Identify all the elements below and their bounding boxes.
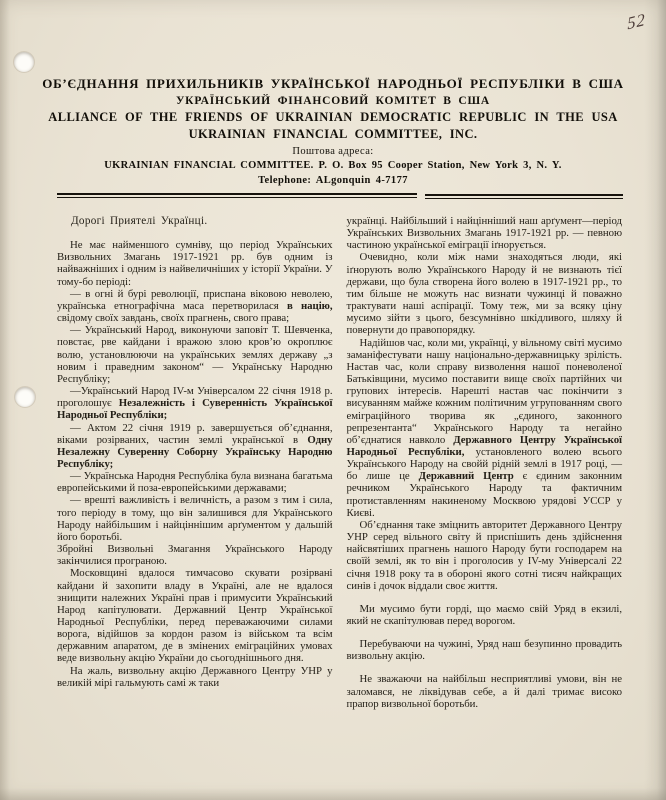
body-text: Очевидно, коли між нами знаходяться люди, які іґнорують волю Українського Народу й не визнають тієї держави, що була створена його волею в 1917-1921 рр., то тим більше не можуть нас визнати чужинці й поважно трактувати наші аспірації. Тому теж, ми за всяку ціну мусимо зійти з цього, безсумнівно шкідливого, шляху й повернути до правопорядку. — [346, 251, 622, 337]
paragraph — [347, 603, 623, 627]
emphasized-text: Державного Центру Української Народньої Республіки, — [346, 433, 623, 458]
paragraph — [57, 239, 333, 288]
left-column — [57, 215, 333, 710]
paragraph — [57, 324, 333, 385]
emphasized-text: в націю, — [286, 299, 333, 312]
paragraph — [57, 288, 333, 324]
paragraph — [347, 638, 623, 662]
hole-punch-bottom — [15, 387, 35, 407]
paragraph — [57, 543, 333, 567]
paragraph — [347, 215, 623, 251]
org-name-english: ALLIANCE OF THE FRIENDS OF UKRAINIAN DEMOCRATIC REPUBLIC IN THE USA — [48, 110, 618, 124]
paragraph — [57, 567, 333, 664]
body-text: Збройні Визвольні Змагання Українського Народу закінчилися програною. — [57, 543, 333, 568]
body-text: Не має найменшого сумніву, що період Українських Визвольних Змагань 1917-1921 рр. був одним із найважніших і одним із найвеличніших у історії України. У тому-бо періоді: — [57, 239, 333, 288]
salutation: Дорогі Приятелі Українці. — [71, 215, 208, 227]
committee-name-ukrainian: УКРАЇНСЬКИЙ ФІНАНСОВИЙ КОМІТЕТ В США — [175, 95, 491, 107]
body-text: Об’єднання таке зміцнить авторитет Державного Центру УНР серед вільного світу й приспішить день здійснення найсвятіших прагнень нашого Народу бути господарем на своїй землі, як то він і проголосив у IV-му Універсалі 22 січня 1918 року та в обороні якого сотні тисяч найкращих синів і дочок віддали своє життя. — [346, 518, 622, 592]
header-divider — [57, 193, 623, 199]
body-text: установленого волею всього Українського Народу на свойй рідній землі в 1917 році, — бо лише це — [346, 445, 622, 483]
body-text: свідому своїх завдань, своїх прагнень, свого права; — [57, 312, 290, 325]
postal-address-label: Поштова адреса: — [292, 146, 374, 157]
paragraph — [347, 519, 623, 592]
body-text: Ми мусимо бути горді, що маємо свій Уряд в екзилі, який не скапітулював перед ворогом. — [346, 602, 622, 627]
paragraph — [57, 385, 333, 421]
org-name-ukrainian: ОБ’ЄДНАННЯ ПРИХИЛЬНИКІВ УКРАЇНСЬКОЇ НАРОДНЬОЇ РЕСПУБЛІКИ В США — [42, 76, 624, 91]
postal-address: UKRAINIAN FINANCIAL COMMITTEE. P. O. Box 95 Cooper Station, New York 3, N. Y. — [104, 160, 562, 171]
header-divider-left-segment — [57, 193, 417, 198]
hole-punch-top — [14, 52, 34, 72]
body-text: Надійшов час, коли ми, українці, у вільному світі мусимо заманіфестувати нашу національно-державницьку зрілість. Настав час, коли справу визволення нашої поневоленої Батьківщини, мусимо поставити вище своїх партійних чи групових інтересів. Нарешті настав час покінчити з висуванням майже кожним політичним угрупованням свого еміграційного творива як „єдиного, законного репрезентанта“ Українського Народу та негайно об’єднатися навколо — [346, 336, 622, 446]
paragraph — [57, 494, 333, 543]
paragraph — [347, 251, 623, 336]
paragraph — [347, 673, 623, 709]
body-text: українці. Найбільший і найцінніший наш арґумент—період Українських Визвольних Змагань 1917-1921 рр. — певною частиною української еміграції іґнорується. — [346, 215, 622, 252]
letterhead — [0, 0, 666, 186]
header-divider-right-segment — [425, 194, 623, 199]
emphasized-text: Незалежність і Суверенність Української Народньої Республіки; — [57, 397, 333, 422]
emphasized-text: Державний Центр — [418, 470, 514, 483]
body-text: — врешті важливість і величність, а разом з тим і сила, того періоду в тому, що він залишився для Українського Народу найбільшим і найціннішим арґументом у дальшій його боротьбі. — [57, 494, 333, 543]
paragraph — [57, 665, 333, 689]
body-text: Перебуваючи на чужині, Уряд наш безупинно провадить визвольну акцію. — [346, 638, 622, 663]
paragraph — [57, 470, 333, 494]
committee-name-english: UKRAINIAN FINANCIAL COMMITTEE, INC. — [188, 127, 478, 141]
body-text: — в огні й бурі революції, приспана віковою неволею, українська етнографічна маса перетворилася — [57, 287, 333, 312]
body-text: — Актом 22 січня 1919 р. завершується об’єднання, віками розірваних, частин землі української в — [57, 421, 333, 446]
paragraph — [347, 337, 623, 519]
right-column — [347, 215, 623, 710]
body-text: — Українська Народня Республіка була визнана багатьма европейськими й поза-европейськими державами; — [57, 470, 333, 495]
handwritten-page-number: 52 — [626, 9, 647, 34]
body-text: —Український Народ IV-м Універсалом 22 січня 1918 р. проголошує — [57, 385, 333, 410]
body-text: Московщині вдалося тимчасово скувати розірвані кайдани й захопити владу в Україні, але не вдалося знищити належних Україні прав і примусити Український Народ капітулювати. Державний Центр Української Народньої Республіки, перед переважаючими силами ворога, відійшов за кордон разом із військом та всім державним апаратом, де в змінених еміграційних умовах веде визвольну акцію України до сьогоднішнього дня. — [57, 567, 333, 665]
body-text: Не зважаючи на найбільш несприятливі умови, він не заломався, не ліквідував себе, а й далі тримає високо прапор визвольної боротьби. — [346, 673, 622, 710]
emphasized-text: Одну Незалежну Суверенну Соборну Українську Народню Республіку; — [57, 433, 333, 470]
telephone-number: Telephone: ALgonquin 4-7177 — [258, 175, 408, 186]
letter-body — [57, 215, 622, 710]
body-text: На жаль, визвольну акцію Державного Центру УНР у великій мірі гальмують самі ж таки — [57, 664, 333, 689]
body-text: — Український Народ, виконуючи заповіт Т. Шевченка, повстає, рве кайдани і вражою злою кров’ю окроплює волю, установлюючи на українських землях державу „з новим і праведним законом“ — Українську Народню Республіку; — [57, 324, 333, 385]
body-text: є єдиним законним речником Українського Народу та фактичним протиставленням накиненому Москвою урядові УССР у Києві. — [346, 470, 622, 519]
paragraph — [57, 422, 333, 471]
